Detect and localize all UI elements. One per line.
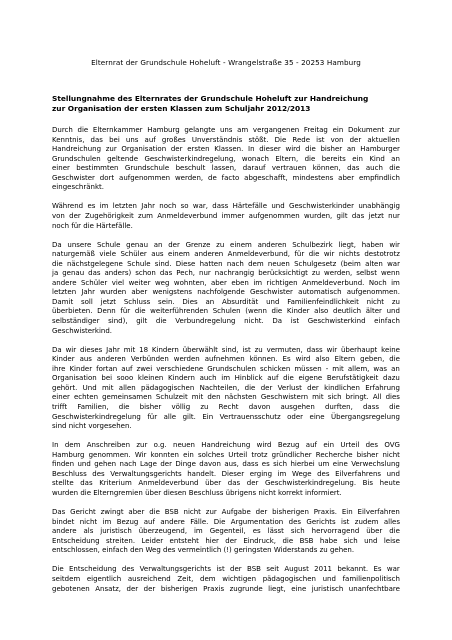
text-line: Hamburg genommen. Wir konnten ein solches Urteil trotz gründlicher Recherche bisher nicht (52, 450, 400, 459)
text-line: Kenntnis, das bei uns auf großes Unverständnis stößt. Die Rede ist von der aktuellen (52, 135, 400, 144)
text-line: Kinder aus anderen Verbünden werden aufnehmen können. Es wird also Eltern geben, die (52, 355, 400, 364)
text-line: überbieten. Denn für die weiterführenden Schulen (wenn die Kinder also deutlich älter und (52, 307, 400, 316)
text-line: letzten Jahr wurden aber wenigstens nachfolgende Geschwister automatisch aufgenommen. (52, 288, 400, 297)
text-line: andere Schüler viel weiter weg wohnten, aber eben im richtigen Anmeldeverbund. Noch im (52, 278, 400, 287)
text-line: Während es im letzten Jahr noch so war, dass Härtefälle und Geschwisterkinder unabhängig (52, 202, 400, 211)
text-line: Das Gericht zwingt aber die BSB nicht zur Aufgabe der bisherigen Praxis. Ein Eilverfahren (52, 508, 400, 517)
text-line: entschlossen, einfach den Weg des vermeintlich (!) geringsten Widerstands zu gehen. (52, 546, 355, 555)
text-line: andere als juristisch überzeugend, im Gegenteil, es lässt sich hervorragend über die (52, 527, 400, 536)
text-line: stellte das Kriterium Anmeldeverbund über das der Geschwisterkindregelung. Bis heute (52, 479, 400, 488)
text-line: wurden die Elterngremien über diesen Beschluss übrigens nicht korrekt informiert. (52, 488, 342, 497)
text-line: ja genau das anders) schon das Pech, nur nachrangig berücksichtigt zu werden, selbst wenn (52, 269, 400, 278)
text-line: Beschluss des Verwaltungsgerichts handelt. Dieser erging im Wege des Eilverfahrens und (52, 469, 400, 478)
text-line: Damit soll jetzt Schluss sein. Dies an Absurdität und Familienfeindlichkeit nicht zu (52, 297, 400, 306)
text-line: einer echten gemeinsamen Schulzeit mit den nächsten Geschwistern mit sich bringt. All dies (52, 393, 400, 402)
paragraph (52, 202, 400, 231)
document-title (52, 94, 400, 114)
text-line: Geschwister dort aufgenommen werden, de facto abgeschafft, mindestens aber empfindlich (52, 173, 400, 182)
letterhead: Elternrat der Grundschule Hoheluft - Wrangelstraße 35 - 20253 Hamburg (91, 58, 361, 67)
text-line: naturgemäß viele Schüler aus einem anderen Anmeldeverbund, für die wir nichts destotrotz (52, 250, 400, 259)
text-line: trifft Familien, die bisher völlig zu Recht davon ausgehen durften, dass die (52, 403, 400, 411)
text-line: In dem Anschreiben zur o.g. neuen Handreichung wird Bezug auf ein Urteil des OVG (52, 441, 400, 450)
text-line: Geschwisterkindregelung für alle gilt. Ein Vertrauensschutz oder eine Übergangsregelung (52, 412, 400, 421)
text-line: noch für die Härtefälle. (52, 221, 133, 230)
text-line: Organisation bei sooo kleinen Kindern auch im Hinblick auf die eigene Berufstätigkeit dazu (52, 374, 400, 383)
paragraph (52, 441, 400, 498)
text-line: Entscheidung streiten. Leider entsteht hier der Eindruck, die BSB habe sich und leise (52, 536, 400, 545)
title-line: zur Organisation der ersten Klassen zum Schuljahr 2012/2013 (52, 104, 311, 113)
paragraph (52, 241, 400, 336)
paragraph (52, 126, 400, 193)
text-line: ihre Kinder fortan auf zwei verschiedene Grundschulen schicken müssen - mit allem, was an (52, 364, 400, 373)
text-line: die nächstgelegene Schule sind. Diese hatten nach dem neuen Schulgesetz (beim alten war (52, 259, 400, 268)
document-body (52, 126, 400, 604)
text-line: Handreichung zur Organisation der ersten Klassen. In dieser wird die bisher an Hamburger (52, 145, 400, 154)
text-line: eingeschränkt. (52, 183, 104, 192)
text-line: sind nicht vorgesehen. (52, 422, 132, 431)
text-line: selbständiger sind), gilt die Verbundregelung nicht. Da ist Geschwisterkind einfach (52, 317, 400, 326)
paragraph (52, 508, 400, 556)
paragraph (52, 346, 400, 432)
text-line: Da wir dieses Jahr mit 18 Kindern überwählt sind, ist zu vermuten, dass wir überhaupt keine (52, 345, 400, 354)
text-line: gebotenen Ansatz, der der bisherigen Praxis zugrunde liegt, eine juristisch unanfechtbare (52, 584, 400, 593)
paragraph (52, 565, 400, 594)
text-line: bindet nicht im Bezug auf andere Fälle. Die Argumentation des Gerichts ist zudem alles (52, 517, 400, 526)
text-line: seitdem eigentlich ausreichend Zeit, dem wichtigen pädagogischen und familienpolitisch (52, 574, 400, 583)
text-line: Die Entscheidung des Verwaltungsgerichts ist der BSB seit August 2011 bekannt. Es war (52, 565, 400, 574)
text-line: Da unsere Schule genau an der Grenze zu einem anderen Schulbezirk liegt, haben wir (52, 240, 400, 249)
text-line: gehört. Und mit allen pädagogischen Nachteilen, die der Verlust der kindlichen Erfahrung (52, 383, 400, 392)
text-line: Durch die Elternkammer Hamburg gelangte uns am vergangenen Freitag ein Dokument zur (52, 126, 400, 134)
text-line: finden und gehen nach Lage der Dinge davon aus, dass es sich hierbei um eine Verwechslung (52, 460, 400, 469)
text-line: Grundschulen geltende Geschwisterkindregelung, wonach Eltern, die bereits ein Kind an (52, 154, 400, 163)
title-line: Stellungnahme des Elternrates der Grundschule Hoheluft zur Handreichung (52, 94, 369, 103)
text-line: von der Zugehörigkeit zum Anmeldeverbund immer aufgenommen wurden, gilt das jetzt nur (52, 211, 400, 220)
text-line: einer bestimmten Grundschule beschult lassen, darauf vertrauen können, das auch die (52, 164, 400, 173)
text-line: Geschwisterkind. (52, 326, 113, 335)
